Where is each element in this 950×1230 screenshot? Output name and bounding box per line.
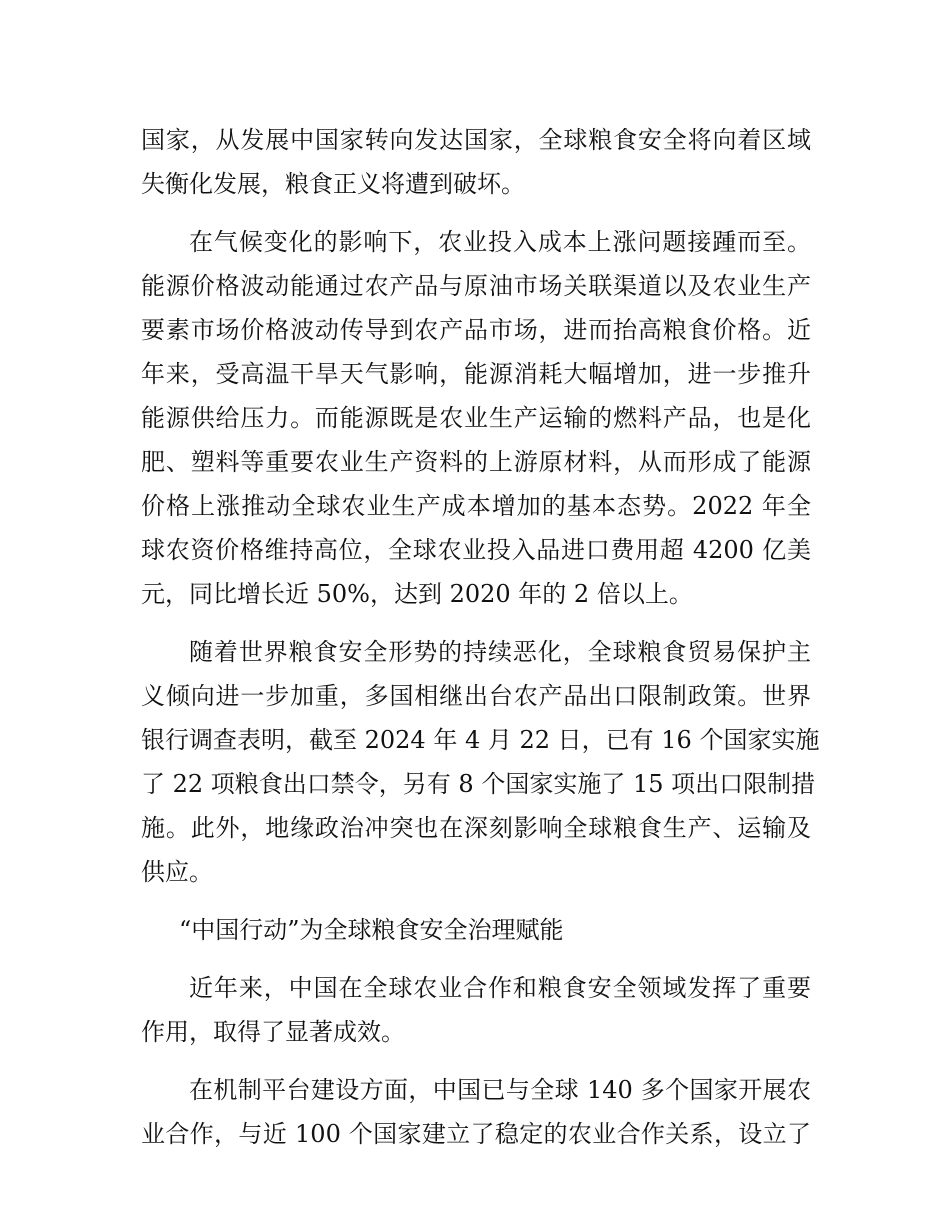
text-line: 在机制平台建设方面，中国已与全球 140 多个国家开展农 bbox=[189, 1076, 811, 1104]
paragraph bbox=[141, 220, 811, 616]
text-line: 能源价格波动能通过农产品与原油市场关联渠道以及农业生产 bbox=[141, 272, 811, 300]
paragraph bbox=[141, 966, 811, 1054]
text-line: 施。此外，地缘政治冲突也在深刻影响全球粮食生产、运输及 bbox=[141, 814, 811, 842]
text-line: 价格上涨推动全球农业生产成本增加的基本态势。2022 年全 bbox=[141, 492, 811, 520]
paragraph bbox=[141, 630, 820, 894]
text-line: 肥、塑料等重要农业生产资料的上游原材料，从而形成了能源 bbox=[141, 448, 811, 476]
paragraph bbox=[141, 1068, 811, 1156]
text-line: 供应。 bbox=[141, 858, 213, 886]
text-line: 了 22 项粮食出口禁令，另有 8 个国家实施了 15 项出口限制措 bbox=[141, 770, 816, 798]
body-text bbox=[141, 118, 820, 1156]
text-line: 要素市场价格波动传导到农产品市场，进而抬高粮食价格。近 bbox=[141, 316, 811, 344]
text-line: 年来，受高温干旱天气影响，能源消耗大幅增加，进一步推升 bbox=[141, 360, 811, 388]
text-line: 近年来，中国在全球农业合作和粮食安全领域发挥了重要 bbox=[189, 974, 811, 1002]
text-line: 失衡化发展，粮食正义将遭到破坏。 bbox=[141, 170, 525, 198]
text-line: 随着世界粮食安全形势的持续恶化，全球粮食贸易保护主 bbox=[189, 638, 811, 666]
text-line: 能源供给压力。而能源既是农业生产运输的燃料产品，也是化 bbox=[141, 404, 811, 432]
text-line: 在气候变化的影响下，农业投入成本上涨问题接踵而至。 bbox=[189, 228, 811, 256]
text-line: 元，同比增长近 50%，达到 2020 年的 2 倍以上。 bbox=[141, 580, 693, 608]
text-line: 国家，从发展中国家转向发达国家，全球粮食安全将向着区域 bbox=[141, 126, 811, 154]
text-line: 作用，取得了显著成效。 bbox=[141, 1018, 405, 1046]
text-line: 银行调查表明，截至 2024 年 4 月 22 日，已有 16 个国家实施 bbox=[141, 726, 820, 754]
text-line: 球农资价格维持高位，全球农业投入品进口费用超 4200 亿美 bbox=[141, 536, 811, 564]
text-line: 业合作，与近 100 个国家建立了稳定的农业合作关系，设立了 bbox=[141, 1120, 811, 1148]
section-heading: “中国行动”为全球粮食安全治理赋能 bbox=[179, 916, 564, 944]
paragraph bbox=[141, 118, 811, 206]
text-line: 义倾向进一步加重，多国相继出台农产品出口限制政策。世界 bbox=[141, 682, 811, 710]
